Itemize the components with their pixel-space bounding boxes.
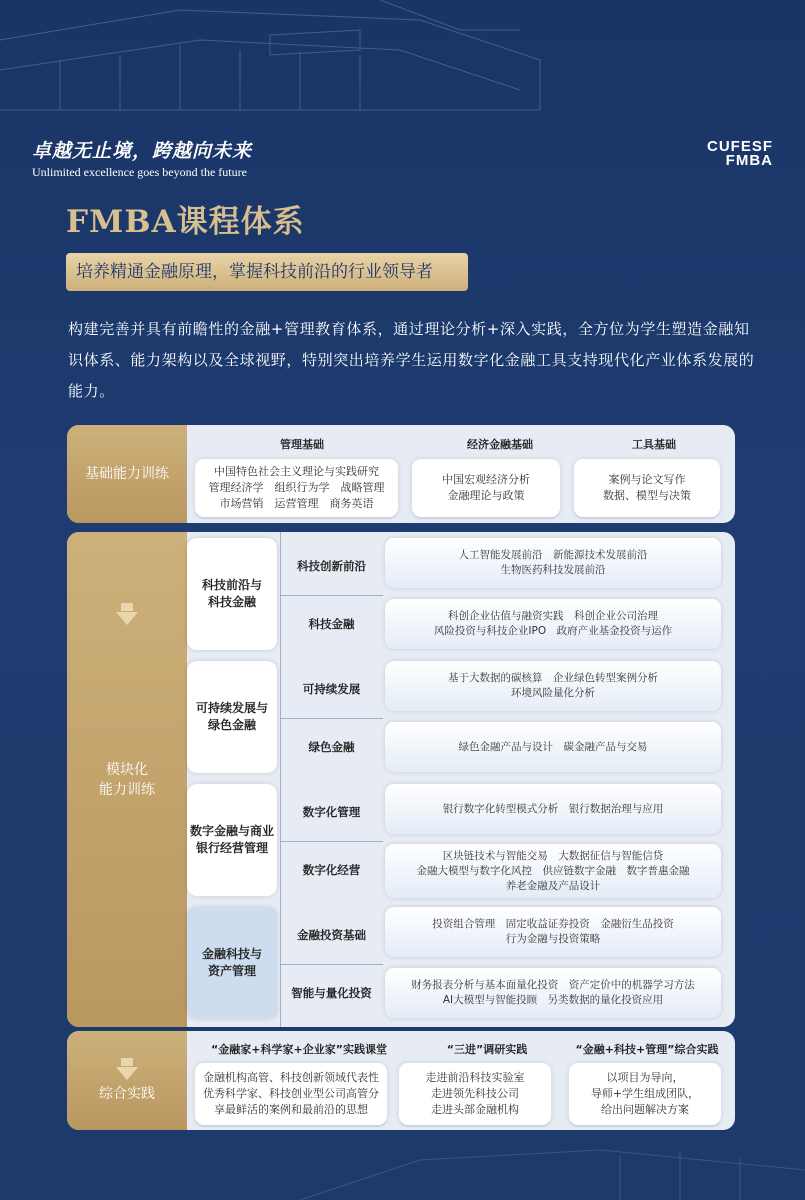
col-head-tools: 工具基础 bbox=[632, 438, 676, 451]
intro-paragraph: 构建完善并具有前瞻性的金融+管理教育体系，通过理论分析+深入实践，全方位为学生塑造金融知识体系、能力架构以及全球视野，特别突出培养学生运用数字化金融工具支持现代化产业体系发展的能力。 bbox=[68, 320, 755, 400]
col-head-practice-class: “金融家+科学家+企业家”实践课堂 bbox=[211, 1043, 387, 1056]
sub-tech-innovation: 科技创新前沿 bbox=[297, 558, 366, 573]
slogan bbox=[32, 136, 252, 180]
detail-green-finance: 绿色金融产品与设计 碳金融产品与交易 bbox=[385, 722, 721, 772]
vertical-divider bbox=[280, 532, 281, 1027]
sub-tech-finance: 科技金融 bbox=[308, 616, 355, 631]
group-digital-finance: 数字金融与商业 银行经营管理 bbox=[187, 784, 277, 896]
school-logo bbox=[707, 140, 773, 168]
sub-digital-management: 数字化管理 bbox=[302, 804, 361, 819]
practice-section bbox=[67, 1031, 735, 1130]
detail-digital-operation: 区块链技术与智能交易 大数据征信与智能信贷 金融大模型与数字化风控 供应链数字金融 数字普惠金融 养老金融及产品设计 bbox=[385, 844, 721, 898]
page-title: FMBA课程体系 bbox=[66, 204, 305, 240]
sub-digital-operation: 数字化经营 bbox=[302, 862, 361, 877]
detail-investment-basics: 投资组合管理 固定收益证券投资 金融衍生品投资 行为金融与投资策略 bbox=[385, 907, 721, 957]
group-sustainable: 可持续发展与 绿色金融 bbox=[187, 661, 277, 773]
slogan-cn: 卓越无止境，跨越向未来 bbox=[32, 140, 253, 162]
arrow-down-icon bbox=[116, 612, 138, 625]
detail-tech-finance: 科创企业估值与融资实践 科创企业公司治理 风险投资与科技企业IPO 政府产业基金投资与运作 bbox=[385, 599, 721, 649]
curriculum-board bbox=[67, 425, 735, 1130]
col-head-management: 管理基础 bbox=[280, 438, 324, 451]
basic-training-section bbox=[67, 425, 735, 523]
module-training-label: 模块化 能力训练 bbox=[67, 532, 187, 1027]
logo-line2: FMBA bbox=[725, 152, 773, 169]
sub-quant-investment: 智能与量化投资 bbox=[291, 985, 372, 1000]
detail-quant-investment: 财务报表分析与基本面量化投资 资产定价中的机器学习方法 AI大模型与智能投顾 另类数据的量化投资应用 bbox=[385, 968, 721, 1018]
card-comprehensive: 以项目为导向， 导师+学生组成团队， 给出问题解决方案 bbox=[569, 1063, 721, 1125]
sub-sustainable-dev: 可持续发展 bbox=[302, 681, 361, 696]
card-economics-basics: 中国宏观经济分析 金融理论与政策 bbox=[412, 459, 560, 517]
basic-training-label: 基础能力训练 bbox=[67, 425, 187, 523]
slogan-en: Unlimited excellence goes beyond the future bbox=[32, 165, 247, 179]
card-practice-class: 金融机构高管、科技创新领域代表性 优秀科学家、科技创业型公司高管分 享最鲜活的案例和最前沿的思想 bbox=[195, 1063, 387, 1125]
building-sketch-bottom bbox=[0, 1120, 805, 1200]
card-management-basics: 中国特色社会主义理论与实践研究 管理经济学 组织行为学 战略管理 市场营销 运营管理 商务英语 bbox=[195, 459, 398, 517]
practice-label: 综合实践 bbox=[67, 1031, 187, 1130]
detail-sustainable-dev: 基于大数据的碳核算 企业绿色转型案例分析 环境风险量化分析 bbox=[385, 661, 721, 711]
module-training-section bbox=[67, 532, 735, 1027]
col-head-economics: 经济金融基础 bbox=[467, 438, 533, 451]
subtitle-banner: 培养精通金融原理，掌握科技前沿的行业领导者 bbox=[66, 253, 468, 291]
sub-green-finance: 绿色金融 bbox=[308, 739, 355, 754]
group-fintech-asset: 金融科技与 资产管理 bbox=[187, 907, 277, 1019]
detail-digital-management: 银行数字化转型模式分析 银行数据治理与应用 bbox=[385, 784, 721, 834]
sub-investment-basics: 金融投资基础 bbox=[297, 927, 366, 942]
card-tools-basics: 案例与论文写作 数据、模型与决策 bbox=[574, 459, 720, 517]
arrow-down-icon bbox=[116, 1067, 138, 1080]
building-sketch-decoration bbox=[0, 0, 805, 130]
group-tech-frontier: 科技前沿与 科技金融 bbox=[187, 538, 277, 650]
detail-tech-innovation: 人工智能发展前沿 新能源技术发展前沿 生物医药科技发展前沿 bbox=[385, 538, 721, 588]
col-head-research: “三进”调研实践 bbox=[446, 1043, 528, 1056]
logo-line1: CUFESF bbox=[707, 138, 773, 155]
col-head-comprehensive: “金融+科技+管理”综合实践 bbox=[575, 1043, 719, 1056]
card-research: 走进前沿科技实验室 走进领先科技公司 走进头部金融机构 bbox=[399, 1063, 551, 1125]
